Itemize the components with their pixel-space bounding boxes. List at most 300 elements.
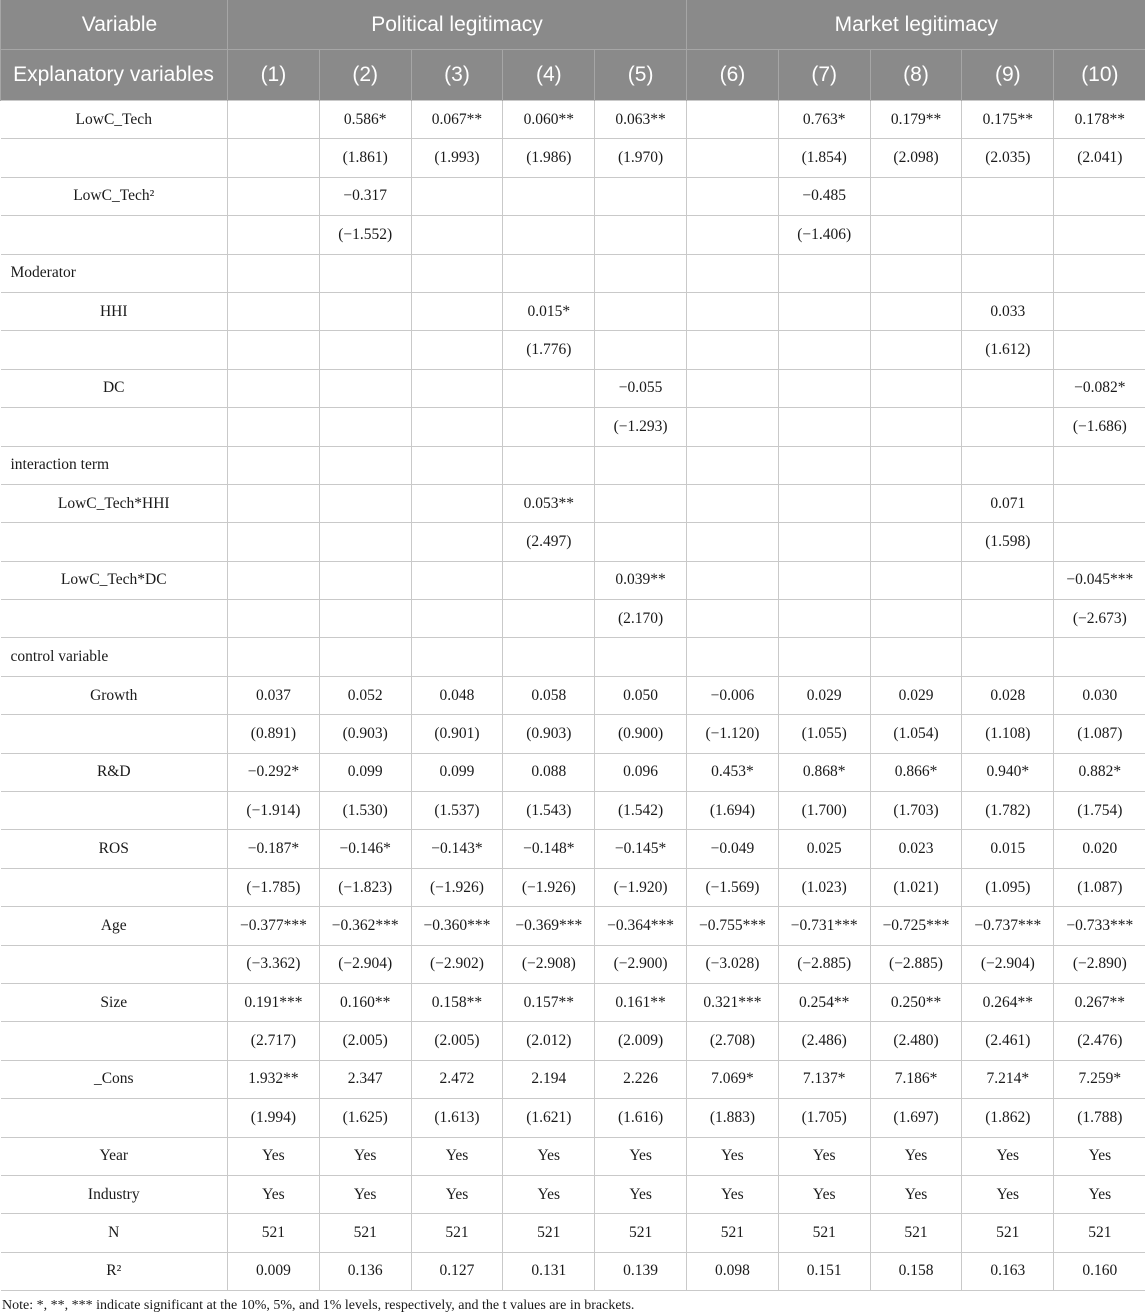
table-cell: (0.900) <box>595 715 687 753</box>
table-cell: −0.143* <box>411 830 503 868</box>
table-cell: (1.054) <box>870 715 962 753</box>
table-cell <box>778 446 870 484</box>
table-cell <box>870 408 962 446</box>
table-row <box>1 983 1145 1021</box>
table-cell: (0.903) <box>503 715 595 753</box>
table-cell: 0.321*** <box>687 983 779 1021</box>
table-cell: Yes <box>595 1175 687 1213</box>
table-cell <box>778 523 870 561</box>
table-cell <box>503 177 595 215</box>
table-cell: (−1.552) <box>319 216 411 254</box>
row-label <box>1 1022 228 1060</box>
table-cell: 0.058 <box>503 676 595 714</box>
table-cell <box>1054 638 1145 676</box>
table-cell <box>870 484 962 522</box>
table-cell: −0.292* <box>228 753 320 791</box>
table-cell: (1.537) <box>411 792 503 830</box>
table-cell <box>962 638 1054 676</box>
row-label: Growth <box>1 676 228 714</box>
table-cell: (0.891) <box>228 715 320 753</box>
table-row <box>1 907 1145 945</box>
table-cell <box>411 638 503 676</box>
table-cell: (1.055) <box>778 715 870 753</box>
table-cell <box>687 484 779 522</box>
table-cell <box>1054 331 1145 369</box>
table-cell: 0.136 <box>319 1252 411 1290</box>
table-cell <box>411 331 503 369</box>
table-cell <box>778 254 870 292</box>
table-cell <box>870 561 962 599</box>
table-cell: (1.087) <box>1054 715 1145 753</box>
table-cell <box>962 216 1054 254</box>
table-cell: 2.226 <box>595 1060 687 1098</box>
row-label: LowC_Tech <box>1 101 228 139</box>
table-cell: −0.755*** <box>687 907 779 945</box>
table-cell: 0.157** <box>503 983 595 1021</box>
table-cell: Yes <box>962 1175 1054 1213</box>
table-cell: (1.703) <box>870 792 962 830</box>
table-cell <box>503 408 595 446</box>
table-cell: 0.050 <box>595 676 687 714</box>
table-cell: −0.364*** <box>595 907 687 945</box>
table-cell: (−1.120) <box>687 715 779 753</box>
table-cell: (1.697) <box>870 1099 962 1137</box>
table-cell: (2.497) <box>503 523 595 561</box>
table-cell: 521 <box>778 1214 870 1252</box>
row-label <box>1 792 228 830</box>
table-cell <box>228 446 320 484</box>
table-cell: −0.006 <box>687 676 779 714</box>
table-cell <box>962 369 1054 407</box>
table-row <box>1 446 1145 484</box>
table-cell: (2.005) <box>411 1022 503 1060</box>
table-cell <box>503 369 595 407</box>
table-cell <box>1054 292 1145 330</box>
table-cell: Yes <box>687 1175 779 1213</box>
table-cell: (2.005) <box>319 1022 411 1060</box>
table-cell: −0.082* <box>1054 369 1145 407</box>
table-cell: 0.037 <box>228 676 320 714</box>
table-cell <box>411 523 503 561</box>
row-label <box>1 600 228 638</box>
table-cell <box>687 600 779 638</box>
row-label <box>1 139 228 177</box>
table-cell: 0.178** <box>1054 101 1145 139</box>
table-cell: 0.161** <box>595 983 687 1021</box>
table-cell: Yes <box>411 1175 503 1213</box>
table-cell <box>962 446 1054 484</box>
table-cell <box>687 561 779 599</box>
table-cell: (1.776) <box>503 331 595 369</box>
header-col-2: (2) <box>319 50 411 101</box>
table-body <box>1 101 1145 1291</box>
table-cell: Yes <box>687 1137 779 1175</box>
table-cell <box>778 331 870 369</box>
row-label <box>1 945 228 983</box>
header-row-groups <box>1 0 1145 50</box>
table-cell: 0.158 <box>870 1252 962 1290</box>
row-label: Moderator <box>1 254 228 292</box>
table-cell <box>687 216 779 254</box>
row-label: control variable <box>1 638 228 676</box>
row-label <box>1 216 228 254</box>
table-cell: (−2.908) <box>503 945 595 983</box>
table-cell: (0.903) <box>319 715 411 753</box>
row-label: Year <box>1 1137 228 1175</box>
table-row <box>1 408 1145 446</box>
table-cell <box>595 446 687 484</box>
table-cell <box>595 331 687 369</box>
header-col-1: (1) <box>228 50 320 101</box>
table-cell: (1.108) <box>962 715 1054 753</box>
table-cell: −0.146* <box>319 830 411 868</box>
table-cell <box>411 446 503 484</box>
table-cell <box>870 600 962 638</box>
table-cell <box>319 638 411 676</box>
table-cell: 0.160 <box>1054 1252 1145 1290</box>
table-cell: (−2.904) <box>962 945 1054 983</box>
table-cell: (1.613) <box>411 1099 503 1137</box>
table-cell <box>778 561 870 599</box>
table-row <box>1 331 1145 369</box>
table-cell: Yes <box>503 1137 595 1175</box>
table-row <box>1 523 1145 561</box>
table-cell <box>411 369 503 407</box>
table-cell: 0.179** <box>870 101 962 139</box>
table-cell: 7.137* <box>778 1060 870 1098</box>
table-cell: (0.901) <box>411 715 503 753</box>
table-cell: (2.035) <box>962 139 1054 177</box>
table-cell <box>228 254 320 292</box>
table-cell: 0.067** <box>411 101 503 139</box>
table-cell <box>411 408 503 446</box>
row-label: interaction term <box>1 446 228 484</box>
table-cell <box>870 254 962 292</box>
table-cell: −0.187* <box>228 830 320 868</box>
table-cell: (1.862) <box>962 1099 1054 1137</box>
row-label <box>1 408 228 446</box>
row-label: LowC_Tech² <box>1 177 228 215</box>
table-cell: (1.625) <box>319 1099 411 1137</box>
table-cell: Yes <box>503 1175 595 1213</box>
table-cell: 0.052 <box>319 676 411 714</box>
table-cell: (−1.926) <box>503 868 595 906</box>
table-cell: −0.725*** <box>870 907 962 945</box>
table-row <box>1 1252 1145 1290</box>
table-cell: −0.055 <box>595 369 687 407</box>
table-cell: 7.069* <box>687 1060 779 1098</box>
table-cell <box>228 331 320 369</box>
row-label: R² <box>1 1252 228 1290</box>
row-label <box>1 523 228 561</box>
table-cell: Yes <box>595 1137 687 1175</box>
table-cell <box>411 561 503 599</box>
table-cell: 0.586* <box>319 101 411 139</box>
table-cell <box>411 484 503 522</box>
table-cell: 7.214* <box>962 1060 1054 1098</box>
table-cell: (−1.914) <box>228 792 320 830</box>
table-cell <box>687 638 779 676</box>
table-cell: 521 <box>962 1214 1054 1252</box>
table-cell: Yes <box>228 1175 320 1213</box>
table-cell: Yes <box>228 1137 320 1175</box>
table-row <box>1 792 1145 830</box>
header-col-5: (5) <box>595 50 687 101</box>
table-cell: −0.485 <box>778 177 870 215</box>
row-label <box>1 331 228 369</box>
table-cell <box>228 484 320 522</box>
table-cell <box>228 523 320 561</box>
table-cell: 0.015 <box>962 830 1054 868</box>
table-cell <box>1054 177 1145 215</box>
table-cell: 7.259* <box>1054 1060 1145 1098</box>
table-cell: Yes <box>870 1137 962 1175</box>
table-row <box>1 561 1145 599</box>
row-label: R&D <box>1 753 228 791</box>
table-cell <box>319 561 411 599</box>
table-cell <box>319 446 411 484</box>
row-label: LowC_Tech*DC <box>1 561 228 599</box>
table-row <box>1 1060 1145 1098</box>
table-cell: 0.039** <box>595 561 687 599</box>
header-col-10: (10) <box>1054 50 1145 101</box>
table-cell: 0.264** <box>962 983 1054 1021</box>
header-col-6: (6) <box>687 50 779 101</box>
table-cell: Yes <box>962 1137 1054 1175</box>
table-cell: 0.160** <box>319 983 411 1021</box>
table-cell <box>687 331 779 369</box>
table-cell: 521 <box>1054 1214 1145 1252</box>
table-cell: 0.099 <box>411 753 503 791</box>
table-cell: (−3.362) <box>228 945 320 983</box>
table-cell <box>870 292 962 330</box>
table-row <box>1 292 1145 330</box>
table-cell: 0.127 <box>411 1252 503 1290</box>
table-cell: −0.148* <box>503 830 595 868</box>
table-cell <box>778 484 870 522</box>
table-cell: 0.033 <box>962 292 1054 330</box>
row-label: Size <box>1 983 228 1021</box>
table-note: Note: *, **, *** indicate significant at the 10%, 5%, and 1% levels, respectively, and the t values are in brackets. <box>2 1298 635 1314</box>
table-cell: 7.186* <box>870 1060 962 1098</box>
table-cell: 2.472 <box>411 1060 503 1098</box>
table-cell: (−1.785) <box>228 868 320 906</box>
table-cell: (−1.926) <box>411 868 503 906</box>
table-cell: −0.733*** <box>1054 907 1145 945</box>
table-cell: 1.932** <box>228 1060 320 1098</box>
header-col-8: (8) <box>870 50 962 101</box>
table-cell <box>228 561 320 599</box>
table-cell <box>595 292 687 330</box>
table-cell: 0.009 <box>228 1252 320 1290</box>
table-header <box>1 0 1145 101</box>
table-cell: −0.145* <box>595 830 687 868</box>
row-label: ROS <box>1 830 228 868</box>
table-cell <box>503 216 595 254</box>
table-cell: (−1.823) <box>319 868 411 906</box>
row-label <box>1 868 228 906</box>
table-cell: −0.369*** <box>503 907 595 945</box>
table-cell <box>687 446 779 484</box>
table-cell <box>228 177 320 215</box>
table-cell <box>1054 523 1145 561</box>
table-cell: 0.020 <box>1054 830 1145 868</box>
table-cell: 0.099 <box>319 753 411 791</box>
table-cell <box>962 408 1054 446</box>
table-cell <box>503 638 595 676</box>
table-cell <box>778 638 870 676</box>
table-cell: (1.087) <box>1054 868 1145 906</box>
table-cell: (−2.885) <box>778 945 870 983</box>
table-cell <box>503 446 595 484</box>
table-cell <box>595 484 687 522</box>
table-cell: (1.883) <box>687 1099 779 1137</box>
table-cell <box>595 254 687 292</box>
table-cell <box>687 139 779 177</box>
table-cell: 2.194 <box>503 1060 595 1098</box>
table-cell <box>870 177 962 215</box>
table-cell <box>778 408 870 446</box>
table-cell: 0.025 <box>778 830 870 868</box>
table-row <box>1 868 1145 906</box>
table-cell <box>228 139 320 177</box>
table-cell: Yes <box>870 1175 962 1213</box>
table-cell: −0.045*** <box>1054 561 1145 599</box>
table-cell <box>962 561 1054 599</box>
table-cell: 0.163 <box>962 1252 1054 1290</box>
table-cell: 0.053** <box>503 484 595 522</box>
table-cell <box>411 600 503 638</box>
table-cell: Yes <box>319 1175 411 1213</box>
row-label: Age <box>1 907 228 945</box>
table-cell: (1.598) <box>962 523 1054 561</box>
header-explanatory: Explanatory variables <box>1 50 228 101</box>
table-cell <box>228 292 320 330</box>
table-cell: (2.009) <box>595 1022 687 1060</box>
table-cell <box>778 600 870 638</box>
table-cell <box>503 561 595 599</box>
header-col-4: (4) <box>503 50 595 101</box>
row-label: N <box>1 1214 228 1252</box>
table-cell: (2.098) <box>870 139 962 177</box>
table-cell: 0.453* <box>687 753 779 791</box>
table-cell: (1.023) <box>778 868 870 906</box>
table-row <box>1 1137 1145 1175</box>
table-cell: 0.048 <box>411 676 503 714</box>
table-cell: 0.023 <box>870 830 962 868</box>
table-row <box>1 369 1145 407</box>
table-cell: 0.029 <box>778 676 870 714</box>
table-cell: (1.993) <box>411 139 503 177</box>
table-cell: Yes <box>778 1137 870 1175</box>
table-cell: 0.151 <box>778 1252 870 1290</box>
table-cell: −0.317 <box>319 177 411 215</box>
header-row-columns <box>1 50 1145 101</box>
table-row <box>1 945 1145 983</box>
table-cell <box>687 292 779 330</box>
table-cell: (1.612) <box>962 331 1054 369</box>
table-row <box>1 1175 1145 1213</box>
table-cell <box>870 369 962 407</box>
table-cell: 0.029 <box>870 676 962 714</box>
table-cell: (1.095) <box>962 868 1054 906</box>
table-cell: (−2.885) <box>870 945 962 983</box>
table-cell: (−2.900) <box>595 945 687 983</box>
table-cell <box>411 177 503 215</box>
table-row <box>1 254 1145 292</box>
table-cell <box>687 369 779 407</box>
table-cell: 0.096 <box>595 753 687 791</box>
table-cell: (−1.569) <box>687 868 779 906</box>
table-cell: (−2.673) <box>1054 600 1145 638</box>
row-label: HHI <box>1 292 228 330</box>
table-cell: 2.347 <box>319 1060 411 1098</box>
table-cell <box>1054 446 1145 484</box>
table-cell <box>411 254 503 292</box>
table-cell <box>228 638 320 676</box>
table-cell: (1.542) <box>595 792 687 830</box>
table-cell: (−2.890) <box>1054 945 1145 983</box>
table-cell: (1.700) <box>778 792 870 830</box>
table-cell: (2.041) <box>1054 139 1145 177</box>
table-row <box>1 638 1145 676</box>
table-cell <box>595 638 687 676</box>
row-label <box>1 1099 228 1137</box>
table-cell: 521 <box>411 1214 503 1252</box>
table-cell: (1.543) <box>503 792 595 830</box>
table-cell: 0.060** <box>503 101 595 139</box>
table-cell: −0.377*** <box>228 907 320 945</box>
table-cell: (−2.904) <box>319 945 411 983</box>
table-cell: (−2.902) <box>411 945 503 983</box>
table-cell: 0.191*** <box>228 983 320 1021</box>
table-cell: 0.866* <box>870 753 962 791</box>
table-cell <box>228 216 320 254</box>
row-label <box>1 715 228 753</box>
table-cell: 0.254** <box>778 983 870 1021</box>
table-cell: 0.175** <box>962 101 1054 139</box>
table-cell: (1.705) <box>778 1099 870 1137</box>
table-row <box>1 753 1145 791</box>
table-cell <box>1054 484 1145 522</box>
table-cell: 0.868* <box>778 753 870 791</box>
table-cell <box>687 101 779 139</box>
table-row <box>1 101 1145 139</box>
table-cell: 0.063** <box>595 101 687 139</box>
table-row <box>1 715 1145 753</box>
table-cell <box>962 600 1054 638</box>
table-cell: (1.616) <box>595 1099 687 1137</box>
table-cell: (1.021) <box>870 868 962 906</box>
table-cell: 521 <box>687 1214 779 1252</box>
table-cell: (2.476) <box>1054 1022 1145 1060</box>
table-cell <box>319 331 411 369</box>
table-cell <box>228 101 320 139</box>
table-cell: Yes <box>1054 1137 1145 1175</box>
table-cell: (1.694) <box>687 792 779 830</box>
table-cell: (−1.406) <box>778 216 870 254</box>
table-cell: (1.788) <box>1054 1099 1145 1137</box>
table-cell <box>319 254 411 292</box>
table-cell: 0.131 <box>503 1252 595 1290</box>
header-col-7: (7) <box>778 50 870 101</box>
table-cell <box>228 369 320 407</box>
table-cell: 0.071 <box>962 484 1054 522</box>
row-label: DC <box>1 369 228 407</box>
table-cell <box>503 600 595 638</box>
table-cell: 0.028 <box>962 676 1054 714</box>
table-cell <box>1054 254 1145 292</box>
